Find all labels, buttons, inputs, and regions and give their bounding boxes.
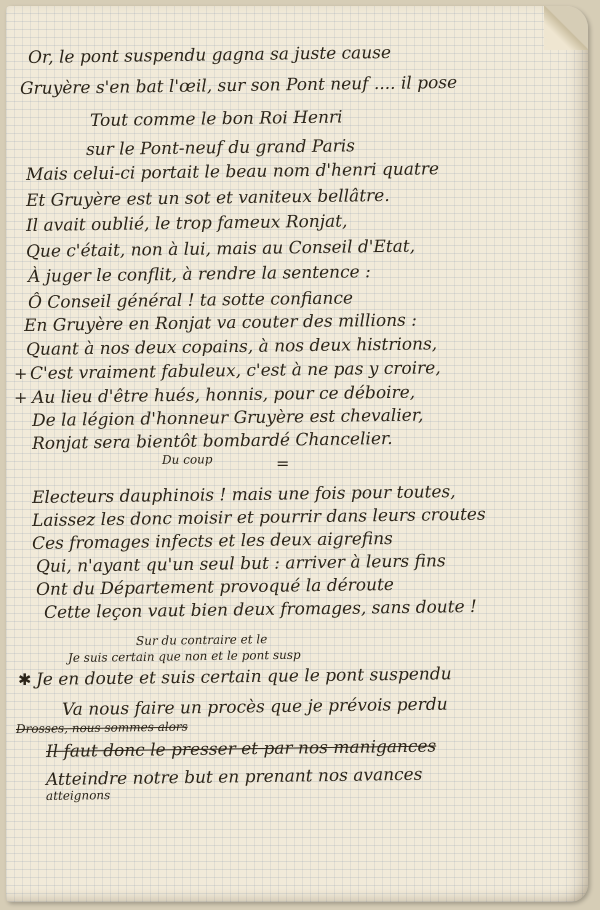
equals-mark: = xyxy=(276,454,290,473)
plus-mark: + xyxy=(14,388,28,407)
poem-line: Or, le pont suspendu gagna sa juste cause xyxy=(27,42,392,68)
draft-line: Drosses, nous sommes alors xyxy=(15,719,188,736)
page-corner xyxy=(544,6,588,50)
draft-line: Je suis certain que non et le pont susp xyxy=(67,647,301,665)
notebook-page xyxy=(6,6,588,902)
poem-line: Cette leçon vaut bien deux fromages, sans doute ! xyxy=(43,596,477,623)
poem-line: Gruyère s'en bat l'œil, sur son Pont neuf .... il pose xyxy=(19,72,458,99)
poem-line: Ô Conseil général ! ta sotte confiance xyxy=(27,288,354,313)
draft-line: Sur du contraire et le xyxy=(135,632,268,648)
poem-line: C'est vraiment fabuleux, c'est à ne pas y croire, xyxy=(29,358,441,384)
draft-line: Va nous faire un procès que je prévois perdu xyxy=(61,694,448,720)
poem-line: Qui, n'ayant qu'un seul but : arriver à leurs fins xyxy=(35,551,446,577)
poem-line: Quant à nos deux copains, à nos deux histrions, xyxy=(25,334,438,360)
poem-line: Du coup xyxy=(161,452,213,467)
poem-line: Laissez les donc moisir et pourrir dans leurs croutes xyxy=(31,504,486,531)
poem-line: sur le Pont-neuf du grand Paris xyxy=(85,136,356,160)
poem-line: Ont du Département provoqué la déroute xyxy=(35,575,395,600)
poem-line: Que c'était, non à lui, mais au Conseil d'Etat, xyxy=(25,236,416,262)
draft-line: Je en doute et suis certain que le pont suspendu xyxy=(35,664,452,690)
poem-line: Il avait oublié, le trop fameux Ronjat, xyxy=(25,211,348,236)
draft-line: Atteindre notre but en prenant nos avances xyxy=(45,764,423,790)
poem-line: Et Gruyère est un sot et vaniteux bellâtre. xyxy=(25,185,390,211)
poem-line: En Gruyère en Ronjat va couter des millions : xyxy=(23,310,418,336)
poem-line: De la légion d'honneur Gruyère est chevalier, xyxy=(31,405,424,431)
poem-line: Ronjat sera bientôt bombardé Chancelier. xyxy=(31,428,393,454)
poem-line: Electeurs dauphinois ! mais une fois pour toutes, xyxy=(31,482,456,508)
plus-mark: + xyxy=(14,364,28,383)
draft-line: atteignons xyxy=(45,788,111,803)
poem-line: À juger le conflit, à rendre la sentence : xyxy=(27,262,371,287)
star-mark: ✱ xyxy=(18,670,32,689)
poem-line: Ces fromages infects et les deux aigrefins xyxy=(31,528,393,554)
poem-line: Au lieu d'être hués, honnis, pour ce déboire, xyxy=(31,382,416,408)
poem-line: Tout comme le bon Roi Henri xyxy=(89,107,343,131)
poem-line: Mais celui-ci portait le beau nom d'henri quatre xyxy=(25,159,440,185)
draft-line: Il faut donc le presser et par nos manigances xyxy=(45,736,437,762)
